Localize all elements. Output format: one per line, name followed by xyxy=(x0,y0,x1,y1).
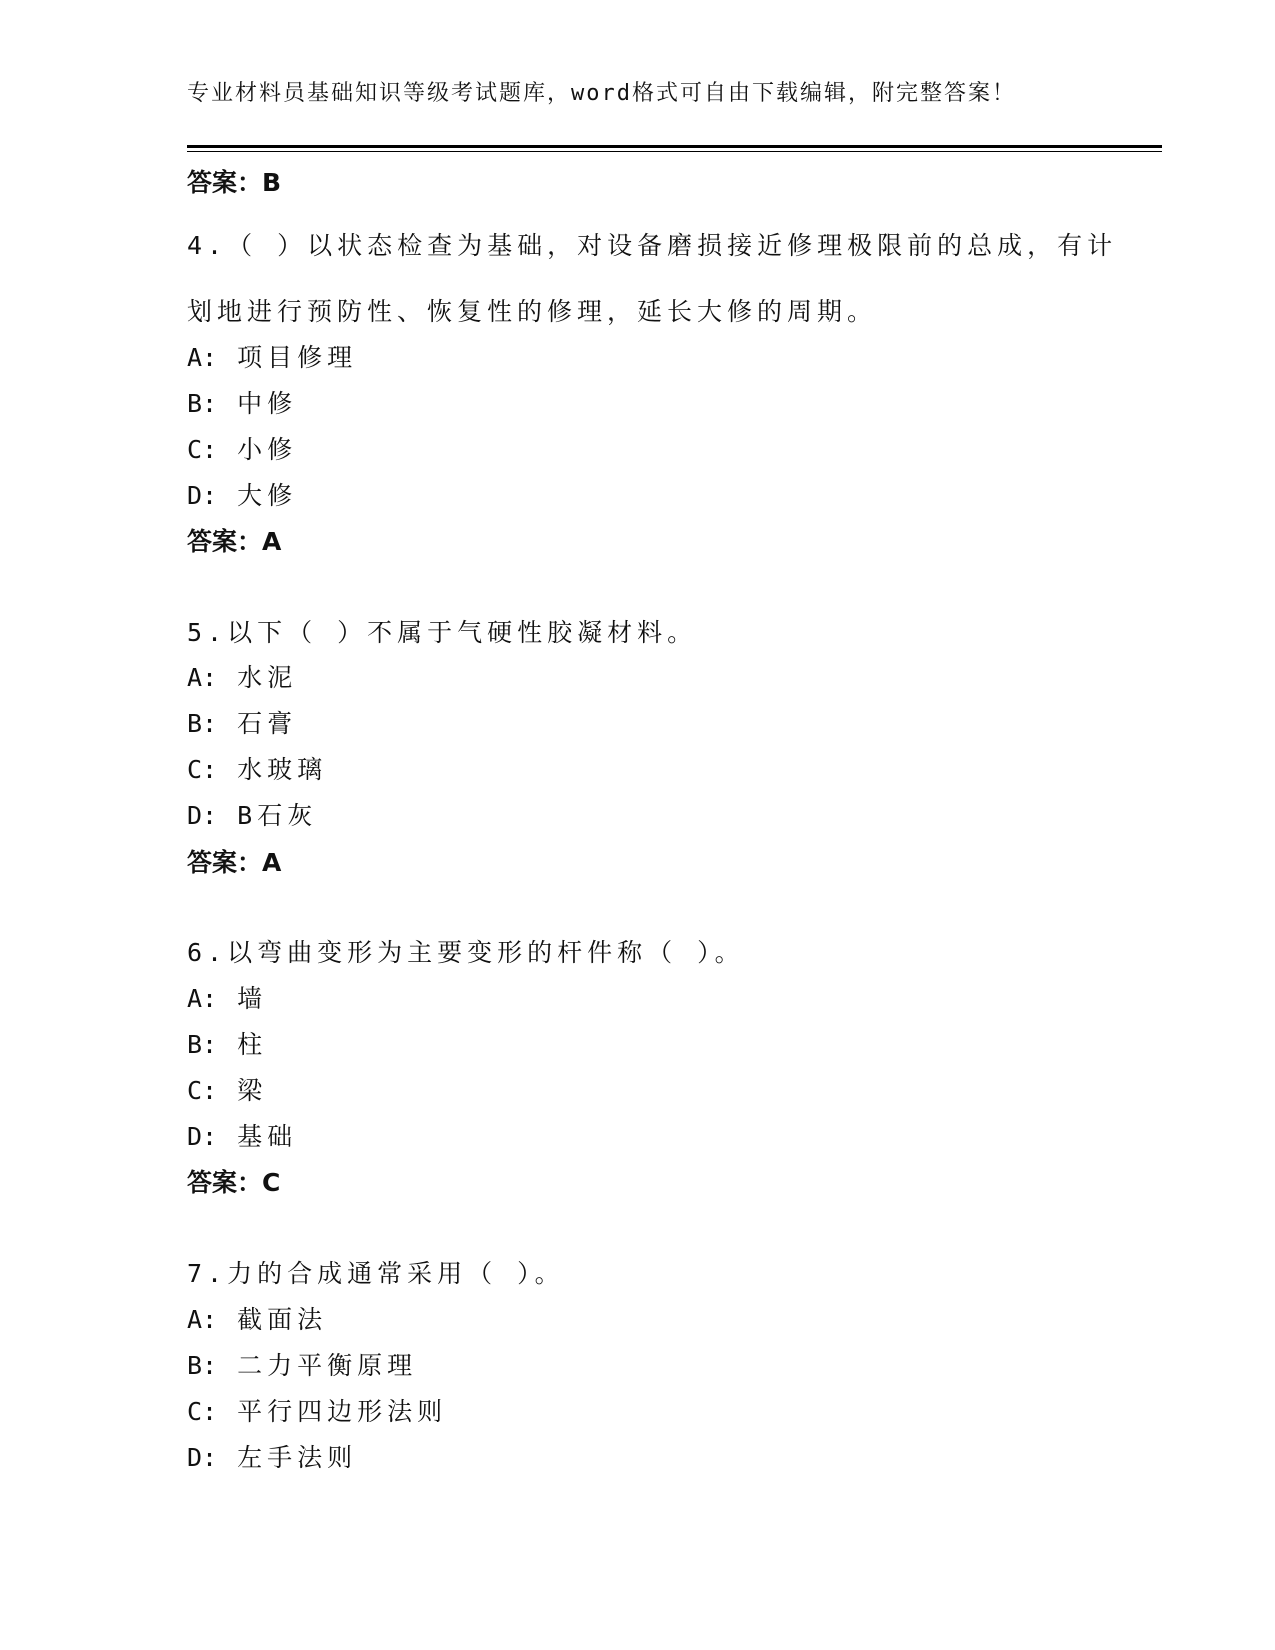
option-text: 中修 xyxy=(237,389,298,418)
option-c xyxy=(187,750,327,786)
option-c xyxy=(187,1392,447,1428)
option-a xyxy=(187,1300,327,1336)
option-text: 基础 xyxy=(237,1122,298,1151)
option-text: 柱 xyxy=(237,1030,268,1059)
option-text: 项目修理 xyxy=(237,343,358,372)
option-c xyxy=(187,430,297,466)
question-stem-cont: 划地进行预防性、恢复性的修理，延长大修的周期。 xyxy=(187,297,878,326)
option-label: D: xyxy=(187,1122,218,1151)
option-d xyxy=(187,1117,297,1153)
option-a xyxy=(187,979,267,1015)
option-text: B石灰 xyxy=(237,801,318,830)
option-label: C: xyxy=(187,755,218,784)
answer: 答案：A xyxy=(187,848,282,877)
page-header: 专业材料员基础知识等级考试题库，word格式可自由下载编辑，附完整答案！ xyxy=(187,81,1016,106)
option-d xyxy=(187,796,317,832)
question-stem: 6.以弯曲变形为主要变形的杆件称（ ）。 xyxy=(187,938,745,967)
option-label: B: xyxy=(187,1351,218,1380)
option-a xyxy=(187,338,357,374)
option-label: C: xyxy=(187,435,218,464)
option-text: 墙 xyxy=(237,984,268,1013)
option-label: C: xyxy=(187,1397,218,1426)
option-label: B: xyxy=(187,1030,218,1059)
option-label: B: xyxy=(187,389,218,418)
option-text: 小修 xyxy=(237,435,298,464)
option-b xyxy=(187,384,297,420)
option-d xyxy=(187,476,297,512)
option-label: D: xyxy=(187,1443,218,1472)
option-label: A: xyxy=(187,1305,218,1334)
question-stem: 5.以下（ ）不属于气硬性胶凝材料。 xyxy=(187,618,698,647)
option-text: 石膏 xyxy=(237,709,298,738)
option-text: 梁 xyxy=(237,1076,268,1105)
option-text: 水泥 xyxy=(237,663,298,692)
option-text: 大修 xyxy=(237,481,298,510)
answer-previous: 答案：B xyxy=(187,168,282,197)
option-text: 水玻璃 xyxy=(237,755,328,784)
option-label: A: xyxy=(187,663,218,692)
answer: 答案：A xyxy=(187,527,282,556)
question-stem: 7.力的合成通常采用（ ）。 xyxy=(187,1259,565,1288)
option-text: 左手法则 xyxy=(237,1443,358,1472)
option-b xyxy=(187,704,297,740)
header-rule-thick xyxy=(187,145,1162,148)
option-text: 二力平衡原理 xyxy=(237,1351,418,1380)
option-text: 截面法 xyxy=(237,1305,328,1334)
option-label: A: xyxy=(187,984,218,1013)
header-rule-thin xyxy=(187,151,1162,152)
option-c xyxy=(187,1071,267,1107)
option-b xyxy=(187,1025,267,1061)
option-d xyxy=(187,1438,357,1474)
option-label: D: xyxy=(187,801,218,830)
option-label: A: xyxy=(187,343,218,372)
question-stem: 4.（ ）以状态检查为基础，对设备磨损接近修理极限前的总成，有计 xyxy=(187,231,1118,260)
option-label: B: xyxy=(187,709,218,738)
option-a xyxy=(187,658,297,694)
option-b xyxy=(187,1346,417,1382)
option-label: D: xyxy=(187,481,218,510)
answer: 答案：C xyxy=(187,1168,281,1197)
option-text: 平行四边形法则 xyxy=(237,1397,448,1426)
option-label: C: xyxy=(187,1076,218,1105)
